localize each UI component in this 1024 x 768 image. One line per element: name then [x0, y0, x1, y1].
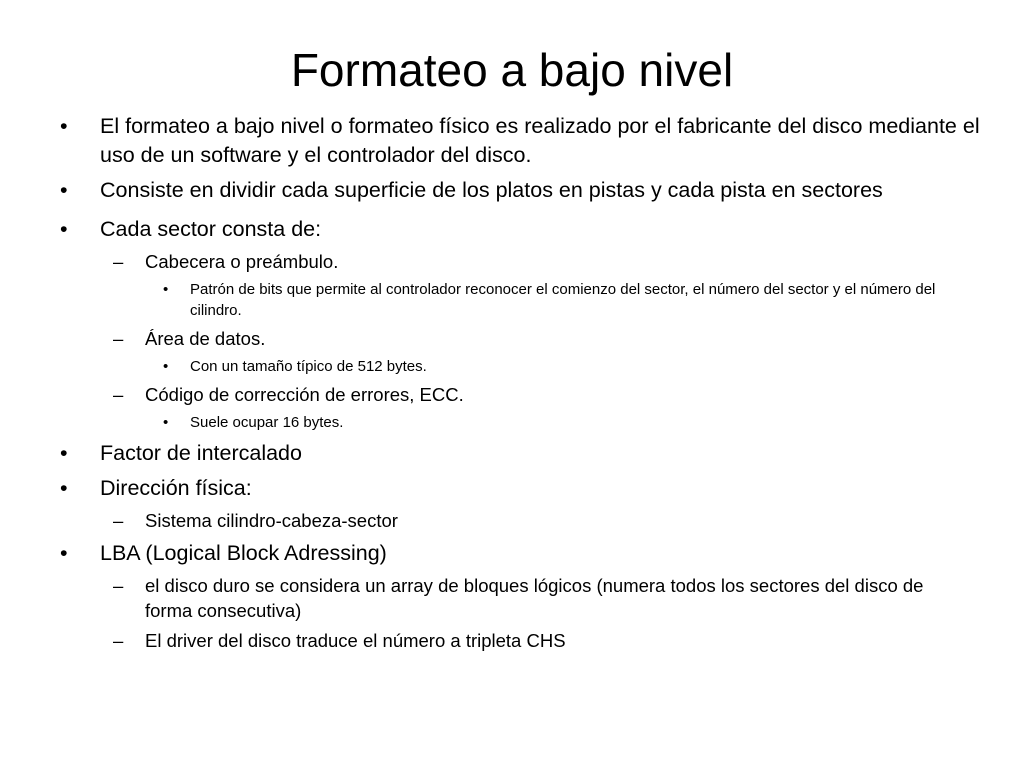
bullet-text: Dirección física: [100, 476, 252, 500]
sub-bullet-item [0, 249, 1024, 274]
bullet-marker: • [60, 476, 68, 500]
bullet-marker: • [163, 358, 169, 375]
bullet-marker: • [60, 217, 68, 241]
sub-bullet-item [0, 382, 1024, 407]
bullet-text: Cada sector consta de: [100, 217, 322, 241]
sub-bullet-text: Código de corrección de errores, ECC. [145, 384, 464, 405]
bullet-text: LBA (Logical Block Adressing) [100, 541, 387, 565]
bullet-text: El formateo a bajo nivel o formateo físico es realizado por el fabricante del disco mediante el uso de un software y el controlador del disco. [100, 114, 980, 167]
sub-sub-bullet-item [0, 412, 1024, 433]
slide-title: Formateo a bajo nivel [290, 44, 734, 96]
bullet-marker: • [60, 441, 68, 465]
sub-bullet-item [0, 573, 1024, 623]
bullet-item [0, 176, 1024, 205]
bullet-marker: • [163, 281, 169, 298]
dash-marker: – [113, 510, 124, 531]
bullet-item [0, 474, 1024, 503]
bullet-item [0, 112, 1024, 170]
dash-marker: – [113, 575, 124, 596]
sub-bullet-item [0, 326, 1024, 351]
sub-bullet-text: Sistema cilindro-cabeza-sector [145, 510, 398, 531]
bullet-marker: • [60, 541, 68, 565]
sub-bullet-text: Cabecera o preámbulo. [145, 251, 339, 272]
sub-bullet-text: el disco duro se considera un array de bloques lógicos (numera todos los sectores del disco de forma consecutiva) [145, 575, 924, 621]
sub-bullet-text: El driver del disco traduce el número a tripleta CHS [145, 630, 566, 651]
bullet-list [0, 112, 1024, 653]
sub-bullet-item [0, 508, 1024, 533]
sub-sub-bullet-text: Suele ocupar 16 bytes. [190, 414, 344, 431]
sub-bullet-item [0, 628, 1024, 653]
bullet-marker: • [163, 414, 169, 431]
sub-sub-bullet-text: Patrón de bits que permite al controlador reconocer el comienzo del sector, el número del sector y el número del cilindro. [190, 281, 936, 319]
sub-bullet-text: Área de datos. [145, 328, 266, 349]
sub-sub-bullet-text: Con un tamaño típico de 512 bytes. [190, 358, 427, 375]
bullet-item [0, 539, 1024, 568]
bullet-item [0, 439, 1024, 468]
bullet-item [0, 215, 1024, 244]
bullet-marker: • [60, 178, 68, 202]
dash-marker: – [113, 251, 124, 272]
bullet-marker: • [60, 114, 68, 138]
sub-sub-bullet-item [0, 279, 1024, 321]
dash-marker: – [113, 384, 124, 405]
dash-marker: – [113, 328, 124, 349]
bullet-text: Factor de intercalado [100, 441, 302, 465]
dash-marker: – [113, 630, 124, 651]
bullet-text: Consiste en dividir cada superficie de los platos en pistas y cada pista en sectores [100, 178, 883, 202]
sub-sub-bullet-item [0, 356, 1024, 377]
